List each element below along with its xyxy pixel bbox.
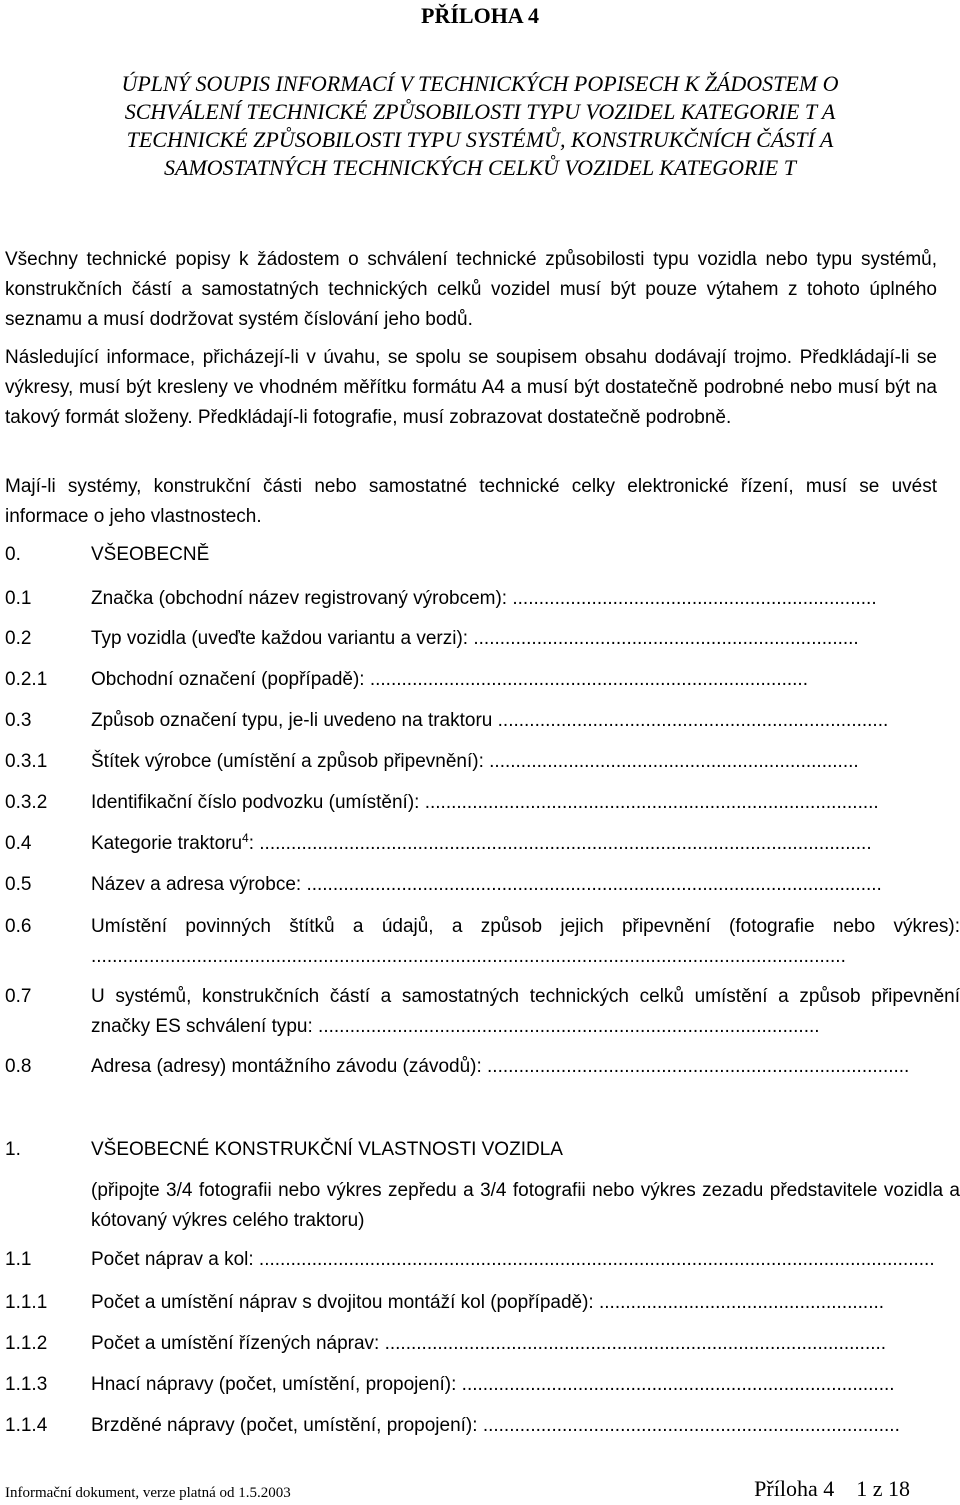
footer-page-number: Příloha 4 1 z 18 [754, 1476, 910, 1501]
form-item [5, 982, 960, 1042]
item-text [91, 829, 960, 859]
item-number: 0.4 [5, 833, 32, 854]
item-number: 0.3.1 [5, 751, 48, 772]
item-text: Počet náprav a kol: ................................................................................................................................ [91, 1249, 935, 1270]
main-title-line: SCHVÁLENÍ TECHNICKÉ ZPŮSOBILOSTI TYPU VOZIDEL KATEGORIE T A [124, 99, 836, 124]
footnote-ref: 4 [242, 831, 249, 845]
intro-paragraph-3: Mají-li systémy, konstrukční části nebo samostatné technické celky elektronické řízení, musí se uvést informace o jeho vlastnostech. [5, 476, 937, 527]
main-title [0, 70, 960, 182]
footer-document-info: Informační dokument, verze platná od 1.5.2003 [5, 1485, 291, 1501]
section-note-text: (připojte 3/4 fotografii nebo výkres zepředu a 3/4 fotografii nebo výkres zezadu představitele vozidla a kótovaný výkres celého traktoru) [91, 1180, 960, 1231]
section-title: VŠEOBECNÉ KONSTRUKČNÍ VLASTNOSTI VOZIDLA [91, 1139, 563, 1160]
annex-title: PŘÍLOHA 4 [421, 3, 539, 28]
item-text: Obchodní označení (popřípadě): ................................................................................... [91, 669, 808, 690]
item-text: Způsob označení typu, je-li uvedeno na traktoru .......................................................................... [91, 710, 889, 731]
item-text-main: Kategorie traktoru [91, 833, 243, 854]
section-number: 1. [5, 1139, 21, 1160]
item-number: 1.1.2 [5, 1333, 48, 1354]
item-number: 0.2.1 [5, 669, 48, 690]
intro-paragraph-1: Všechny technické popisy k žádostem o schválení technické způsobilosti typu vozidla nebo typu systémů, konstrukčních částí a samostatných technických celků vozidel musí být pouze výtahem z tohoto úplného seznamu a musí dodržovat systém číslování jeho bodů. [5, 249, 937, 330]
item-number: 1.1.3 [5, 1374, 48, 1395]
item-text: Brzděné nápravy (počet, umístění, propojení): ............................................................................... [91, 1415, 900, 1436]
intro-paragraph-2: Následující informace, přicházejí-li v úvahu, se spolu se soupisem obsahu dodávají trojmo. Předkládají-li se výkresy, musí být kresleny ve vhodném měřítku formátu A4 a musí být dostatečně podrobné nebo musí být na takový formát složeny. Předkládají-li fotografie, musí zobrazovat dostatečně podrobně. [5, 347, 937, 428]
item-number: 0.8 [5, 1056, 32, 1077]
item-number: 0.3 [5, 710, 32, 731]
form-item [5, 912, 960, 972]
item-number: 0.2 [5, 628, 32, 649]
item-text: Počet a umístění náprav s dvojitou montáží kol (popřípadě): ...................................................... [91, 1292, 885, 1313]
section-number: 0. [5, 544, 21, 565]
item-number: 0.6 [5, 916, 32, 937]
main-title-line: SAMOSTATNÝCH TECHNICKÝCH CELKŮ VOZIDEL KATEGORIE T [164, 155, 796, 180]
item-text: Hnací nápravy (počet, umístění, propojení): .................................................................................. [91, 1374, 895, 1395]
item-text-dots: : .................................................................................................................... [248, 833, 872, 854]
section-note [5, 1176, 960, 1236]
item-text: Umístění povinných štítků a údajů, a způsob jejich připevnění (fotografie nebo výkres): ............................................................................................................................................... [91, 916, 960, 967]
item-text: Značka (obchodní název registrovaný výrobcem): ..................................................................... [91, 588, 877, 609]
item-number: 1.1.1 [5, 1292, 48, 1313]
item-text: Počet a umístění řízených náprav: ............................................................................................... [91, 1333, 887, 1354]
item-number: 0.5 [5, 874, 32, 895]
item-number: 1.1.4 [5, 1415, 48, 1436]
page-footer [5, 1478, 960, 1502]
item-number: 0.3.2 [5, 792, 48, 813]
item-number: 0.7 [5, 986, 32, 1007]
item-text: Štítek výrobce (umístění a způsob připevnění): ...................................................................... [91, 751, 859, 772]
item-text: Adresa (adresy) montážního závodu (závodů): ................................................................................ [91, 1056, 910, 1077]
item-text: U systémů, konstrukčních částí a samostatných technických celků umístění a způsob připevnění značky ES schválení typu: ............................................................................................... [91, 986, 960, 1037]
item-text: Název a adresa výrobce: ............................................................................................................. [91, 874, 882, 895]
item-text: Identifikační číslo podvozku (umístění): ...................................................................................... [91, 792, 879, 813]
main-title-line: ÚPLNÝ SOUPIS INFORMACÍ V TECHNICKÝCH POPISECH K ŽÁDOSTEM O [121, 71, 839, 96]
item-number: 1.1 [5, 1249, 32, 1270]
main-title-line: TECHNICKÉ ZPŮSOBILOSTI TYPU SYSTÉMŮ, KONSTRUKČNÍCH ČÁSTÍ A [126, 127, 834, 152]
item-text: Typ vozidla (uveďte každou variantu a verzi): ......................................................................... [91, 628, 859, 649]
section-title: VŠEOBECNĚ [91, 544, 210, 565]
item-number: 0.1 [5, 588, 32, 609]
